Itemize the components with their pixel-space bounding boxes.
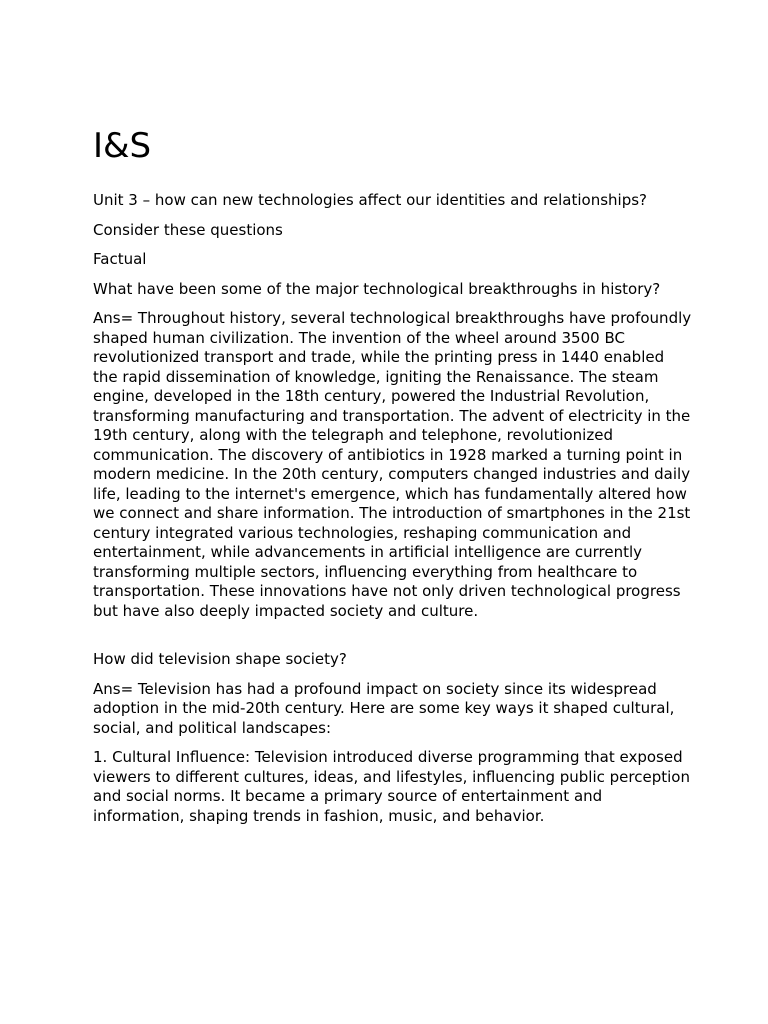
question-1: What have been some of the major technological breakthroughs in history?	[93, 279, 661, 298]
paragraph-gap	[93, 631, 693, 650]
document-title: I&S	[93, 126, 152, 166]
factual-label: Factual	[93, 250, 147, 268]
document-page	[93, 124, 693, 836]
question-2: How did television shape society?	[93, 650, 347, 668]
point-1: 1. Cultural Influence: Television introduced diverse programming that exposed viewers to different cultures, ideas, and lifestyles, influencing public perception and social norms. It became a primary source of entertainment and information, shaping trends in fashion, music, and behavior.	[93, 748, 690, 825]
unit-heading: Unit 3 – how can new technologies affect our identities and relationships?	[93, 191, 648, 209]
answer-1: Ans= Throughout history, several technological breakthroughs have profoundly shaped human civilization. The invention of the wheel around 3500 BC revolutionized transport and trade, while the printing press in 1440 enabled the rapid dissemination of knowledge, igniting the Renaissance. The steam engine, developed in the 18th century, powered the Industrial Revolution, transforming manufacturing and transportation. The advent of electricity in the 19th century, along with the telegraph and telephone, revolutionized communication. The discovery of antibiotics in 1928 marked a turning point in modern medicine. In the 20th century, computers changed industries and daily life, leading to the internet's emergence, which has fundamentally altered how we connect and share information. The introduction of smartphones in the 21st century integrated various technologies, reshaping communication and entertainment, while advancements in artificial intelligence are currently transforming multiple sectors, influencing everything from healthcare to transportation. These innovations have not only driven technological progress but have also deeply impacted society and culture.	[93, 309, 692, 620]
consider-line: Consider these questions	[93, 220, 283, 239]
answer-2: Ans= Television has had a profound impact on society since its widespread adoption in the mid-20th century. Here are some key ways it shaped cultural, social, and political landscapes:	[93, 679, 675, 737]
